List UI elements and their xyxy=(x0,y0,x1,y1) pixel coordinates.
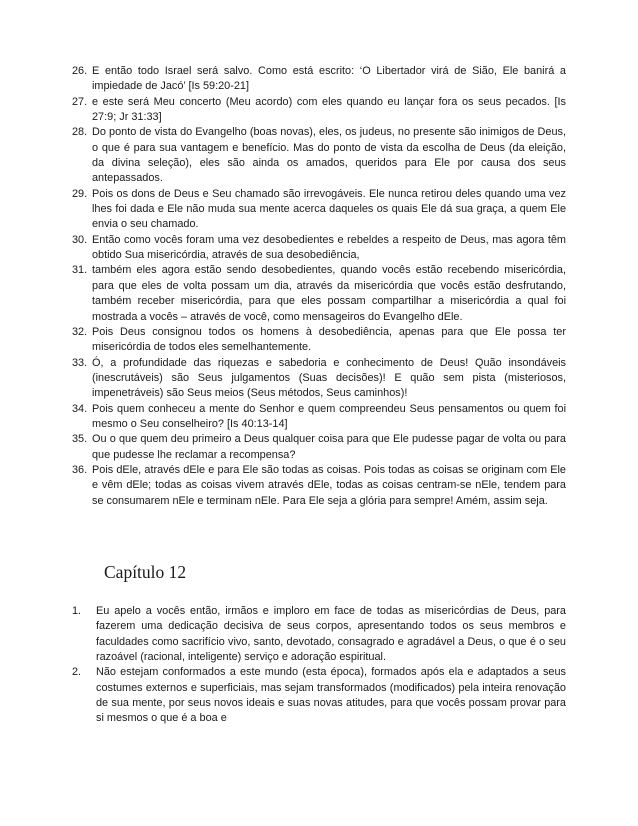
verse-text: Do ponto de vista do Evangelho (boas novas), eles, os judeus, no presente são inimigos de Deus, o que é para sua vantagem e benefício. Mas do ponto de vista da escolha de Deus (da eleição, da divina seleção), eles são ainda os amados, queridos para Ele por causa dos seus antepassados. xyxy=(92,126,566,185)
verse-text: Pois dEle, através dEle e para Ele são todas as coisas. Pois todas as coisas se originam com Ele e vêm dEle; todas as coisas vivem através dEle, todas as coisas centram-se nEle, tendem para se consumarem nEle e terminam nEle. Para Ele seja a glória para sempre! Amém, assim seja. xyxy=(92,463,566,507)
chapter-title: Capítulo 12 xyxy=(104,562,187,582)
verse-text: Então como vocês foram uma vez desobedientes e rebeldes a respeito de Deus, mas agora têm obtido Sua misericórdia, através de sua desobediência, xyxy=(92,233,566,262)
verse-text: Ó, a profundidade das riquezas e sabedoria e conhecimento de Deus! Quão insondáveis (inescrutáveis) são Seus julgamentos (Suas decisões)! E quão sem pista (misteriosos, impenetráveis) são Seus meios (Seus métodos, Seus caminhos)! xyxy=(92,356,566,400)
verse-31 xyxy=(72,263,566,324)
verse-number: 31. xyxy=(72,264,88,277)
verse-33 xyxy=(72,356,566,402)
verse-27 xyxy=(72,95,566,126)
verse-30 xyxy=(72,233,566,264)
verse-29 xyxy=(72,187,566,233)
verse-26 xyxy=(72,64,566,95)
verse-text: Ou o que quem deu primeiro a Deus qualquer coisa para que Ele pudesse pagar de volta ou para que pudesse lhe reclamar a recompensa? xyxy=(92,433,566,461)
verse-2 xyxy=(72,665,566,726)
verse-number: 2. xyxy=(72,666,82,679)
verse-1 xyxy=(72,604,566,665)
verse-number: 28. xyxy=(72,126,88,139)
verse-text: e este será Meu concerto (Meu acordo) com eles quando eu lançar fora os seus pecados. [Is 27:9; Jr 31:33] xyxy=(92,95,566,124)
verse-28 xyxy=(72,125,566,186)
verse-text: Eu apelo a vocês então, irmãos e imploro em face de todas as misericórdias de Deus, para fazerem uma dedicação decisiva de seus corpos, apresentando todos os seus membros e faculdades como sacrifício vivo, santo, devotado, consagrado e agradável a Deus, o que é o seu razoável (racional, inteligente) serviço e adoração espiritual. xyxy=(96,605,566,664)
verse-number: 36. xyxy=(72,463,88,476)
verse-text: também eles agora estão sendo desobedientes, quando vocês estão recebendo misericórdia, para que eles de volta possam um dia, através da misericórdia que vocês estão desfrutando, também receber misericórdia, para que eles possam compartilhar a misericórdia a qual foi mostrada a vocês – através de você, como mensageiros do Evangelho dEle. xyxy=(92,264,566,323)
verse-number: 30. xyxy=(72,233,88,246)
verse-number: 1. xyxy=(72,605,82,617)
verse-text: Pois os dons de Deus e Seu chamado são irrevogáveis. Ele nunca retirou deles quando uma vez lhes foi dada e Ele não muda sua mente acerca daqueles os quais Ele dá sua graça, a quem Ele envia o seu chamado. xyxy=(92,187,566,231)
chapter-11-verse-list xyxy=(72,64,566,509)
verse-number: 29. xyxy=(72,187,88,200)
verse-number: 35. xyxy=(72,433,88,446)
verse-text: Pois quem conheceu a mente do Senhor e quem compreendeu Seus pensamentos ou quem foi mesmo o Seu conselheiro? [Is 40:13-14] xyxy=(92,402,566,430)
verse-text: Pois Deus consignou todos os homens à desobediência, apenas para que Ele possa ter misericórdia de todos eles semelhantemente. xyxy=(92,325,566,354)
verse-number: 32. xyxy=(72,325,88,338)
verse-number: 27. xyxy=(72,95,88,108)
verse-text: Não estejam conformados a este mundo (esta época), formados após ela e adaptados a seus costumes externos e superficiais, mas sejam transformados (modificados) pela inteira renovação de sua mente, por seus novos ideais e suas novas atitudes, para que vocês possam provar para si mesmos o que é a boa e xyxy=(96,666,566,725)
verse-32 xyxy=(72,325,566,356)
verse-number: 33. xyxy=(72,356,88,369)
verse-number: 34. xyxy=(72,402,88,415)
verse-number: 26. xyxy=(72,65,88,77)
verse-36 xyxy=(72,463,566,509)
verse-text: E então todo Israel será salvo. Como está escrito: ‘O Libertador virá de Sião, Ele banirá a impiedade de Jacó’ [Is 59:20-21] xyxy=(92,65,566,93)
chapter-12-verse-list xyxy=(72,604,566,727)
verse-35 xyxy=(72,432,566,463)
verse-34 xyxy=(72,402,566,433)
